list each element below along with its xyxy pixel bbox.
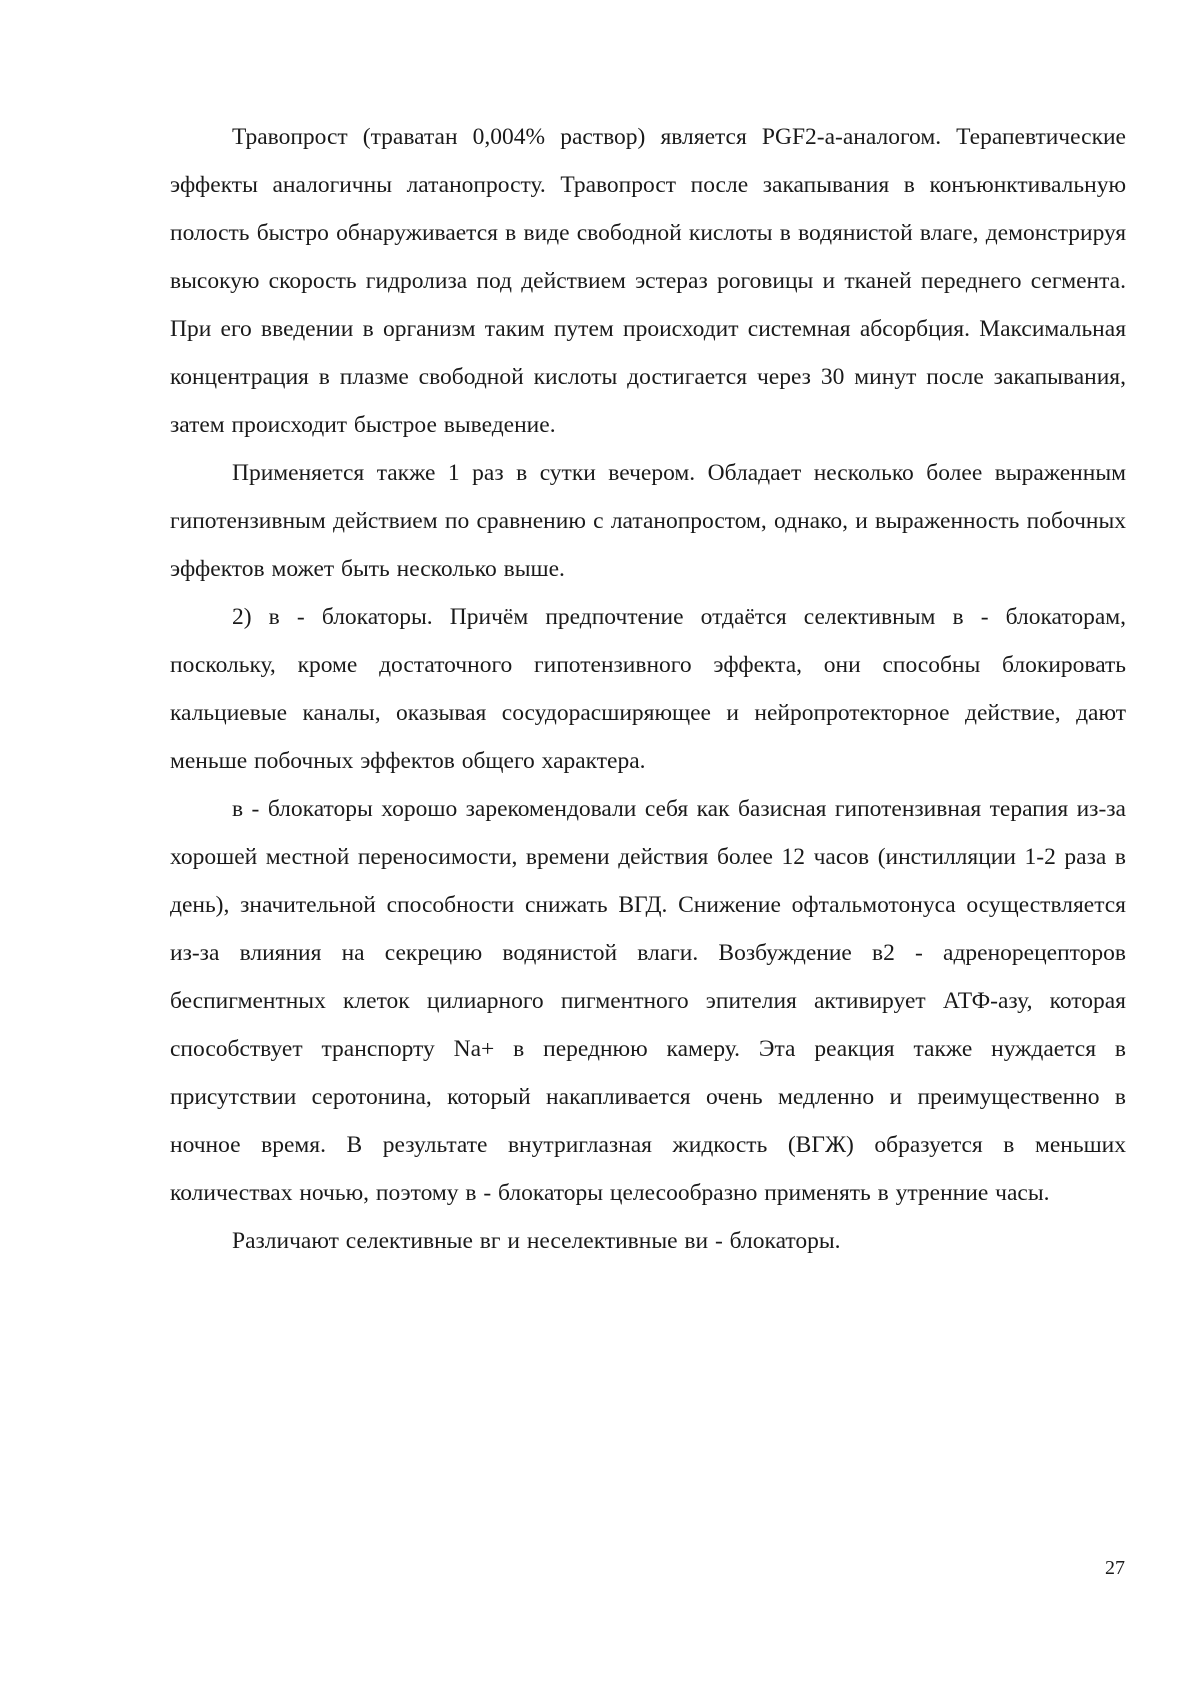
- paragraph-beta-blockers-types: Различают селективные вг и неселективные ви - блокаторы.: [232, 1228, 841, 1254]
- page-number: 27: [1105, 1557, 1125, 1579]
- body-text: [170, 113, 1126, 1265]
- paragraph-travoprost: Травопрост (траватан 0,004% раствор) является PGF2-a-аналогом. Терапевтические эффекты аналогичны латанопросту. Травопрост после закапывания в конъюнктивальную полость быстро обнаруживается в виде свободной кислоты в водянистой влаге, демонстрируя высокую скорость гидролиза под действием эстераз роговицы и тканей переднего сегмента. При его введении в организм таким путем происходит системная абсорбция. Максимальная концентрация в плазме свободной кислоты достигается через 30 минут после закапывания, затем происходит быстрое выведение.: [170, 124, 1126, 438]
- paragraph-beta-blockers-mechanism: в - блокаторы хорошо зарекомендовали себя как базисная гипотензивная терапия из-за хорошей местной переносимости, времени действия более 12 часов (инстилляции 1-2 раза в день), значительной способности снижать ВГД. Снижение офтальмотонуса осуществляется из-за влияния на секрецию водянистой влаги. Возбуждение в2 - адренорецепторов беспигментных клеток цилиарного пигментного эпителия активирует АТФ-азу, которая способствует транспорту Na+ в переднюю камеру. Эта реакция также нуждается в присутствии серотонина, который накапливается очень медленно и преимущественно в ночное время. В результате внутриглазная жидкость (ВГЖ) образуется в меньших количествах ночью, поэтому в - блокаторы целесообразно применять в утренние часы.: [170, 796, 1126, 1206]
- paragraph-beta-blockers-intro: 2) в - блокаторы. Причём предпочтение отдаётся селективным в - блокаторам, поскольку, кроме достаточного гипотензивного эффекта, они способны блокировать кальциевые каналы, оказывая сосудорасширяющее и нейропротекторное действие, дают меньше побочных эффектов общего характера.: [170, 604, 1126, 774]
- paragraph-usage: Применяется также 1 раз в сутки вечером. Обладает несколько более выраженным гипотензивным действием по сравнению с латанопростом, однако, и выраженность побочных эффектов может быть несколько выше.: [170, 460, 1126, 582]
